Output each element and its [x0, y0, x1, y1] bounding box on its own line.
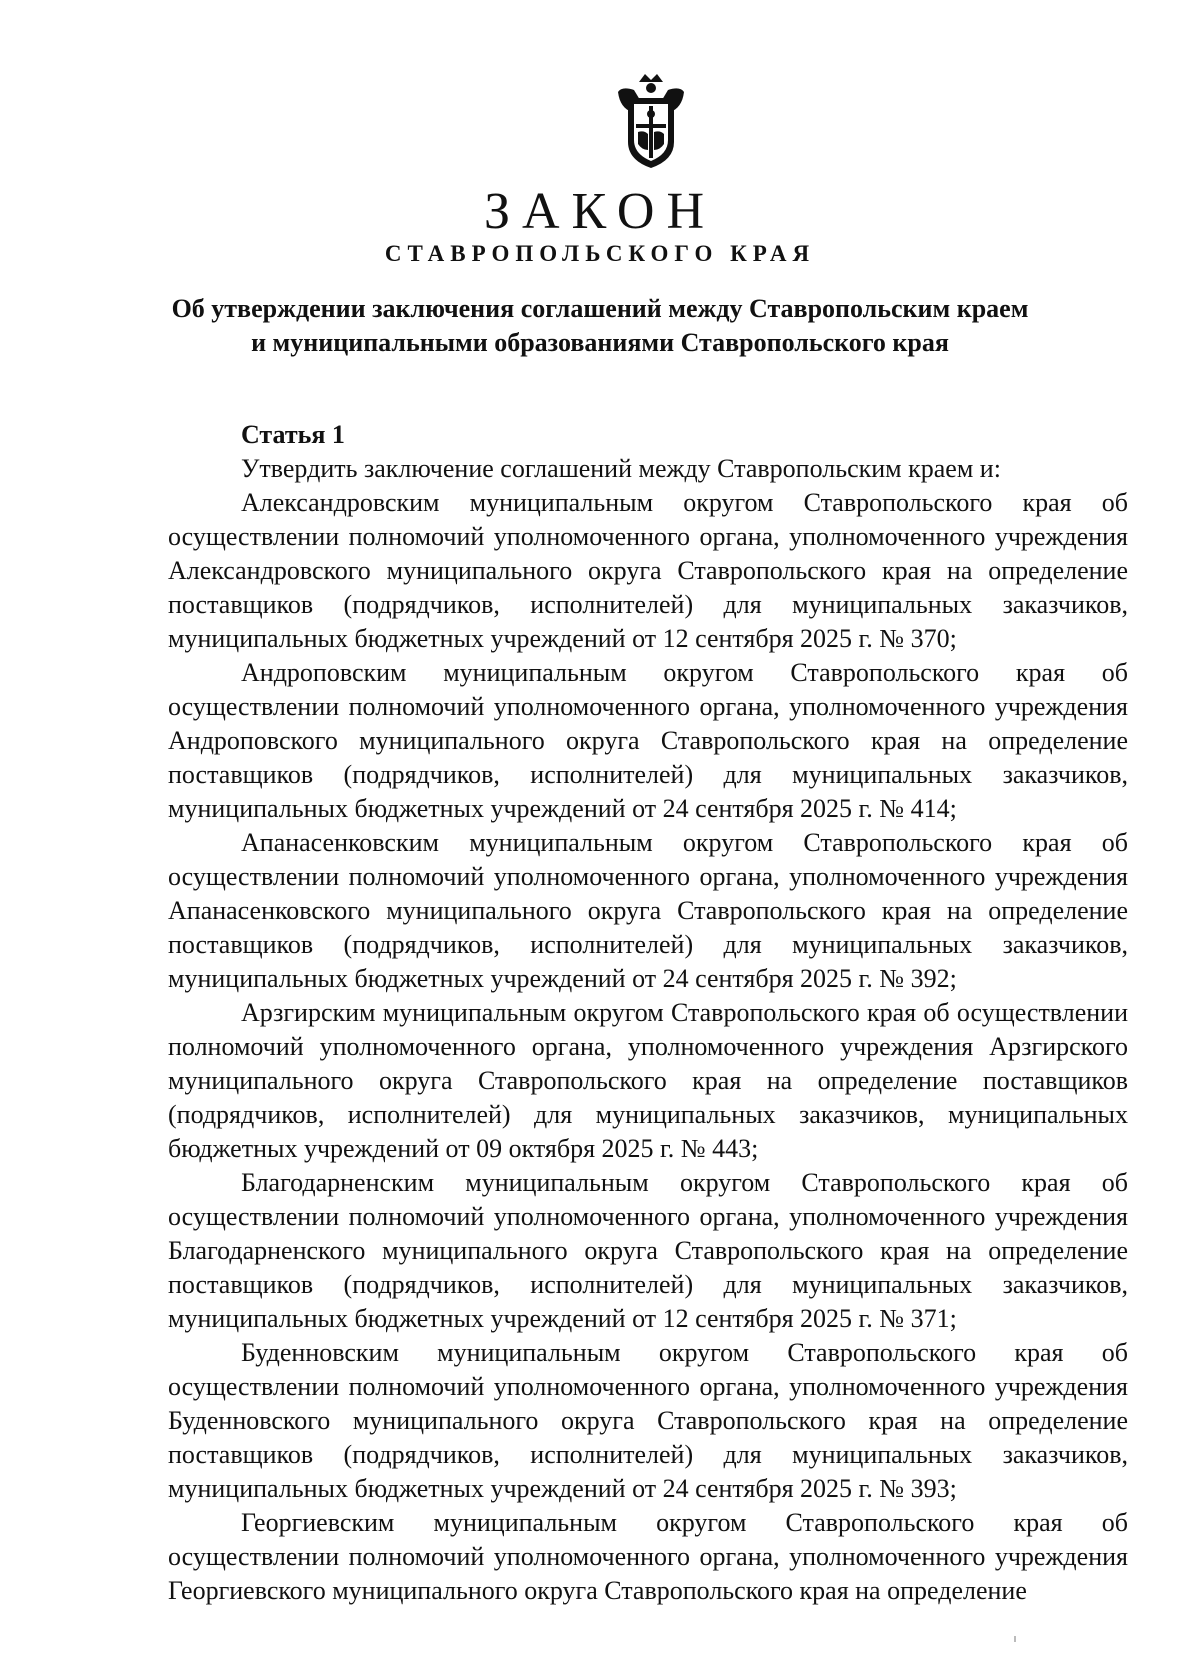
- agreement-paragraph: Арзгирским муниципальным округом Ставропольского края об осуществлении полномочий уполномоченного органа, уполномоченного учреждения Арзгирского муниципального округа Ставропольского края на определение поставщиков (подрядчиков, исполнителей) для муниципальных заказчиков, муниципальных бюджетных учреждений от 09 октября 2025 г. № 443;: [168, 998, 1128, 1163]
- document-body: [168, 418, 1128, 1608]
- document-heading: [150, 292, 1050, 360]
- agreement-paragraph: Александровским муниципальным округом Ставропольского края об осуществлении полномочий уполномоченного органа, уполномоченного учреждения Александровского муниципального округа Ставропольского края на определение поставщиков (подрядчиков, исполнителей) для муниципальных заказчиков, муниципальных бюджетных учреждений от 12 сентября 2025 г. № 370;: [168, 488, 1128, 653]
- coat-of-arms-icon: [612, 72, 690, 172]
- agreement-paragraph: Георгиевским муниципальным округом Ставропольского края об осуществлении полномочий уполномоченного органа, уполномоченного учреждения Георгиевского муниципального округа Ставропольского края на определение: [168, 1508, 1128, 1605]
- agreement-paragraph: Буденновским муниципальным округом Ставропольского края об осуществлении полномочий уполномоченного органа, уполномоченного учреждения Буденновского муниципального округа Ставропольского края на определение поставщиков (подрядчиков, исполнителей) для муниципальных заказчиков, муниципальных бюджетных учреждений от 24 сентября 2025 г. № 393;: [168, 1338, 1128, 1503]
- scan-mark: [1014, 1636, 1016, 1642]
- agreement-paragraph: Благодарненским муниципальным округом Ставропольского края об осуществлении полномочий уполномоченного органа, уполномоченного учреждения Благодарненского муниципального округа Ставропольского края на определение поставщиков (подрядчиков, исполнителей) для муниципальных заказчиков, муниципальных бюджетных учреждений от 12 сентября 2025 г. № 371;: [168, 1168, 1128, 1333]
- law-title: ЗАКОН: [483, 183, 717, 240]
- document-heading-line-2: и муниципальными образованиями Ставропольского края: [251, 328, 949, 357]
- article-label: Статья 1: [241, 420, 345, 449]
- article-intro: Утвердить заключение соглашений между Ставропольским краем и:: [241, 454, 1001, 483]
- law-subtitle: СТАВРОПОЛЬСКОГО КРАЯ: [384, 241, 816, 266]
- agreement-paragraph: Апанасенковским муниципальным округом Ставропольского края об осуществлении полномочий уполномоченного органа, уполномоченного учреждения Апанасенковского муниципального округа Ставропольского края на определение поставщиков (подрядчиков, исполнителей) для муниципальных заказчиков, муниципальных бюджетных учреждений от 24 сентября 2025 г. № 392;: [168, 828, 1128, 993]
- agreement-paragraph: Андроповским муниципальным округом Ставропольского края об осуществлении полномочий уполномоченного органа, уполномоченного учреждения Андроповского муниципального округа Ставропольского края на определение поставщиков (подрядчиков, исполнителей) для муниципальных заказчиков, муниципальных бюджетных учреждений от 24 сентября 2025 г. № 414;: [168, 658, 1128, 823]
- document-heading-line-1: Об утверждении заключения соглашений между Ставропольским краем: [171, 294, 1029, 323]
